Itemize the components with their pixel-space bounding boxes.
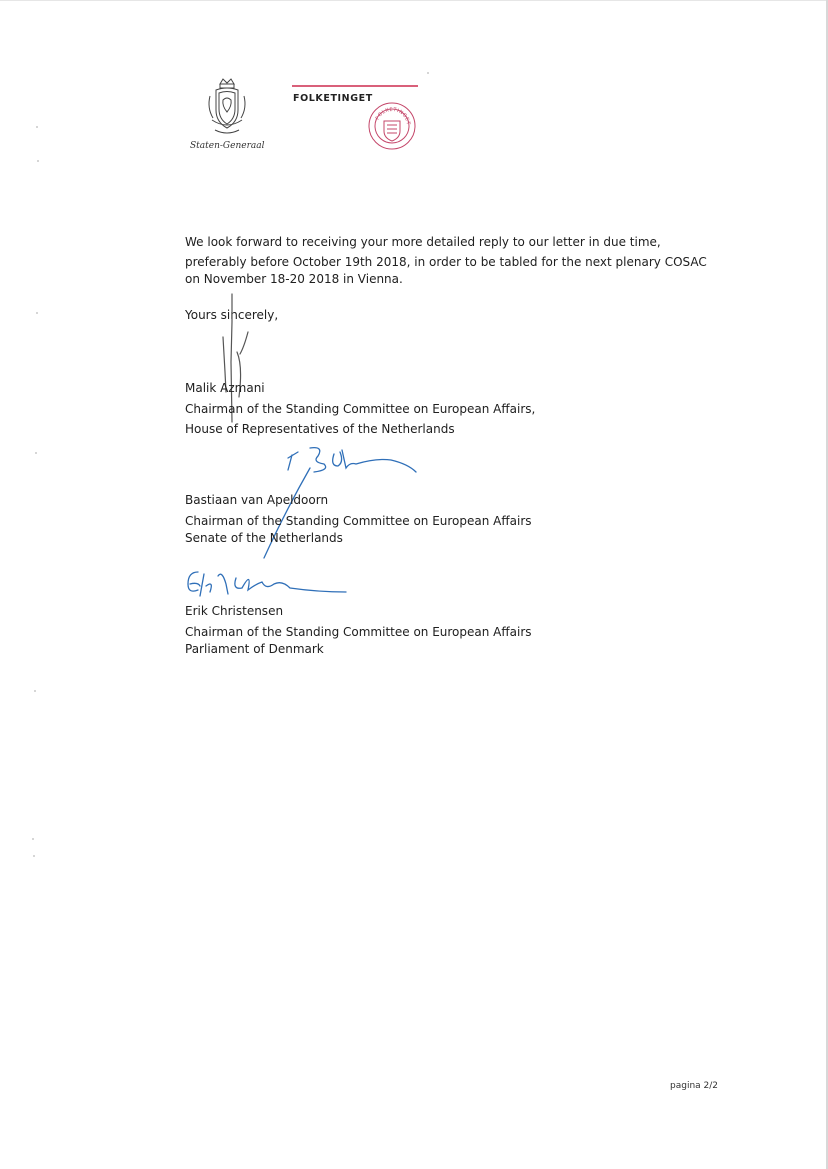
page-number: pagina 2/2 xyxy=(670,1081,719,1091)
signatory-1-body: House of Representatives of the Netherlands xyxy=(185,422,455,436)
staten-generaal-crest-icon xyxy=(203,78,251,140)
scan-speck xyxy=(32,838,34,840)
signatory-1-title: Chairman of the Standing Committee on European Affairs, xyxy=(185,402,536,416)
signatory-2-name: Bastiaan van Apeldoorn xyxy=(185,493,329,507)
signatory-2-title: Chairman of the Standing Committee on European Affairs xyxy=(185,514,532,528)
scan-speck xyxy=(37,160,39,162)
svg-text:FOLKETINGET xyxy=(375,107,411,126)
signatory-3-name: Erik Christensen xyxy=(185,604,284,618)
staten-generaal-caption: Staten-Generaal xyxy=(190,141,265,151)
scan-speck xyxy=(427,72,429,74)
body-line-1: We look forward to receiving your more detailed reply to our letter in due time, xyxy=(185,235,661,249)
signatory-1-name: Malik Azmani xyxy=(185,381,265,395)
scan-speck xyxy=(36,126,38,128)
signatory-3-body: Parliament of Denmark xyxy=(185,642,324,656)
scan-speck xyxy=(33,855,35,857)
scan-edge-top xyxy=(0,0,828,1)
folketinget-name: FOLKETINGET xyxy=(293,93,373,104)
body-line-3: on November 18-20 2018 in Vienna. xyxy=(185,272,403,286)
signatory-2-body: Senate of the Netherlands xyxy=(185,531,343,545)
scan-speck xyxy=(34,690,36,692)
scan-speck xyxy=(35,452,37,454)
scan-speck xyxy=(36,312,38,314)
folketinget-accent-bar xyxy=(292,85,418,87)
closing: Yours sincerely, xyxy=(185,308,279,322)
signatory-3-title: Chairman of the Standing Committee on European Affairs xyxy=(185,625,532,639)
body-line-2: preferably before October 19th 2018, in order to be tabled for the next plenary COSAC xyxy=(185,255,707,269)
folketinget-seal-icon xyxy=(367,101,417,151)
seal-lettering: FOLKETINGET xyxy=(374,106,412,126)
